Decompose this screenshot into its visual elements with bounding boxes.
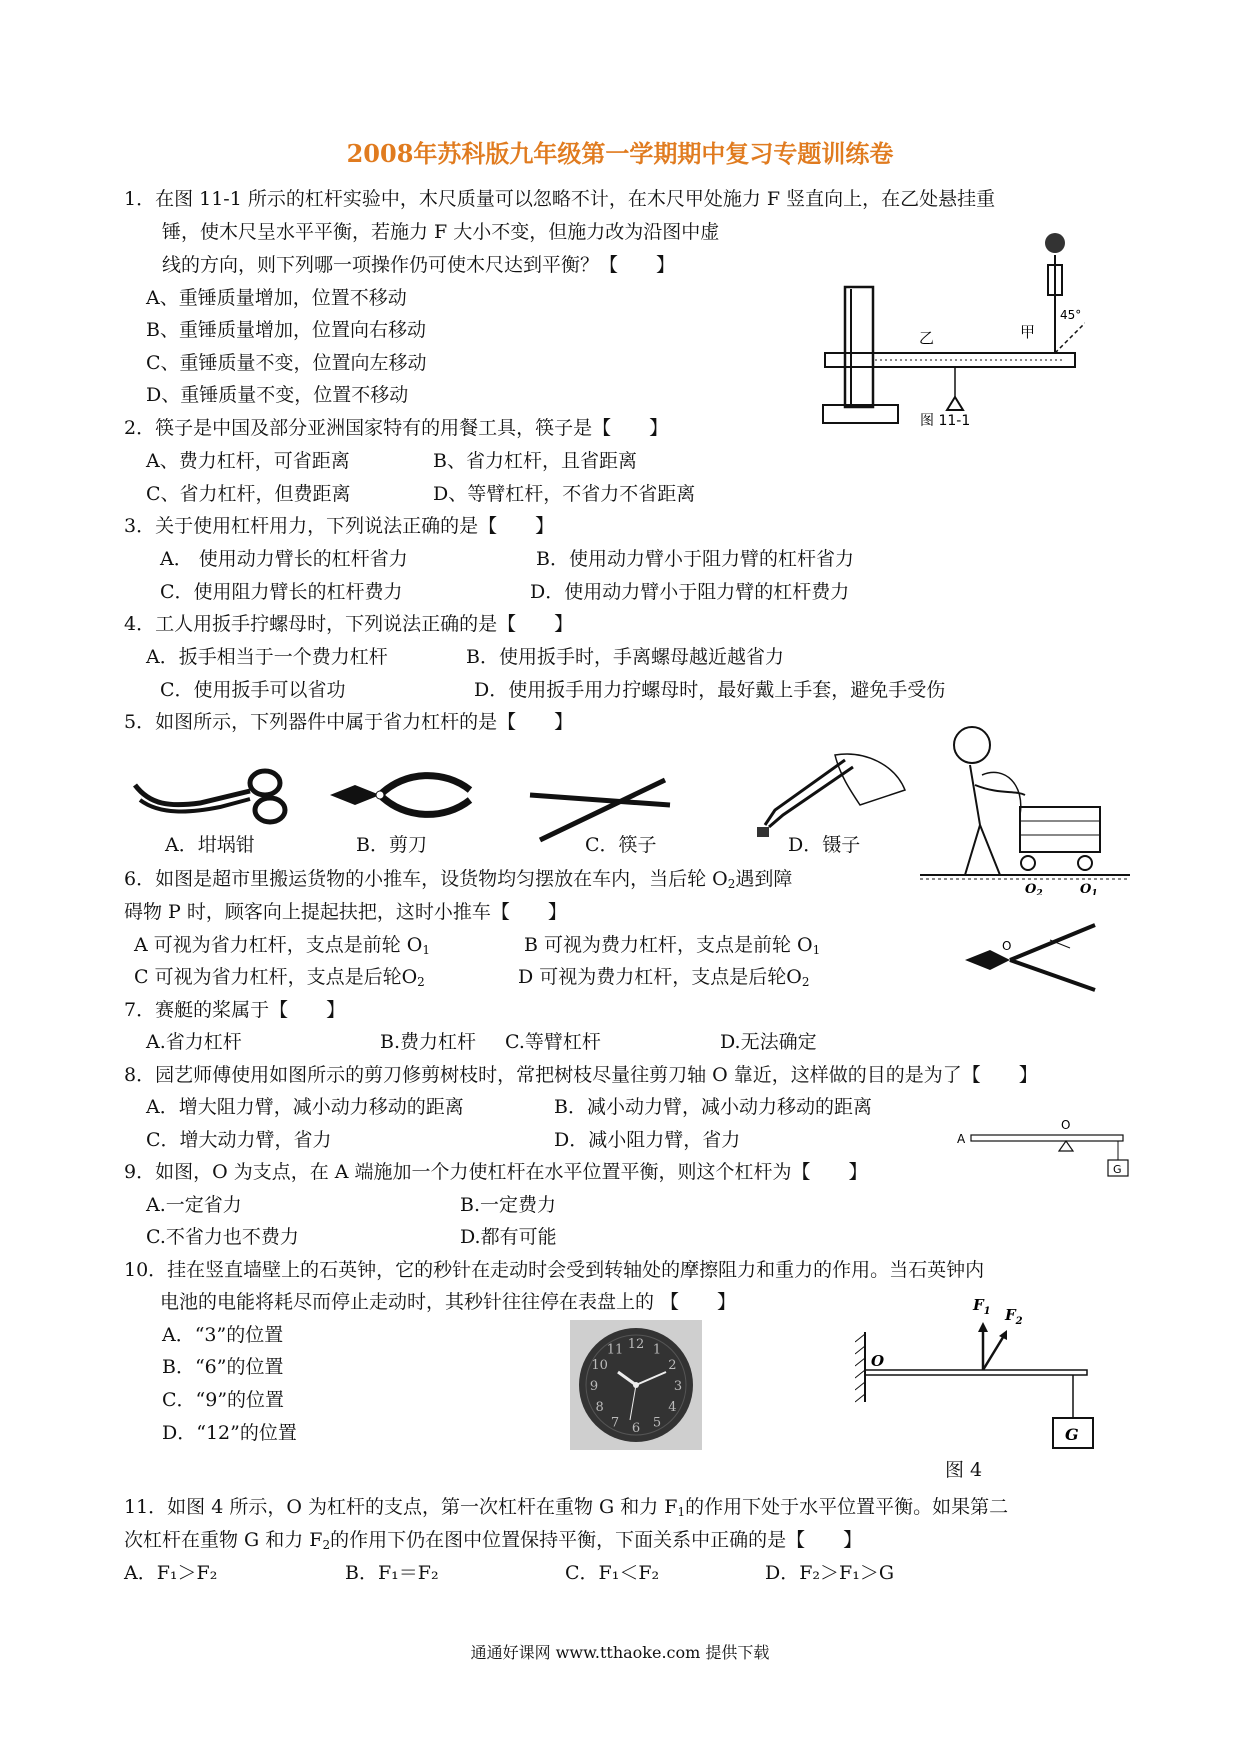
q5-option-a: A．坩埚钳 xyxy=(165,834,255,856)
q1-option-c: C、重锤质量不变，位置向左移动 xyxy=(146,352,427,374)
shopping-cart-figure xyxy=(920,725,1130,895)
clock-numeral: 12 xyxy=(627,1337,645,1352)
clock-numeral: 10 xyxy=(591,1358,608,1373)
q5-option-c: C．筷子 xyxy=(585,834,657,856)
q11-option-d: D．F₂＞F₁＞G xyxy=(765,1562,895,1584)
q1-option-d: D、重锤质量不变，位置不移动 xyxy=(146,384,409,406)
q1-stem-line1: 1．在图 11-1 所示的杠杆实验中，木尺质量可以忽略不计，在木尺甲处施力 F 竖直向上，在乙处悬挂重 xyxy=(124,188,996,210)
q9-option-c: C.不省力也不费力 xyxy=(146,1226,299,1248)
fig4-label-o: O xyxy=(871,1352,885,1370)
q7-option-c: C.等臂杠杆 xyxy=(505,1031,601,1053)
q4-option-a: A．扳手相当于一个费力杠杆 xyxy=(146,646,388,668)
cart-label-o2: $O_2$ xyxy=(1025,882,1043,895)
q6-option-a: A 可视为省力杠杆，支点是前轮 $O_1$ xyxy=(134,934,431,957)
q3-stem: 3．关于使用杠杆用力，下列说法正确的是【 】 xyxy=(124,515,555,537)
q8-stem: 8．园艺师傅使用如图所示的剪刀修剪树枝时，常把树枝尽量往剪刀轴 O 靠近，这样做的目的是为了【 】 xyxy=(124,1064,1038,1086)
q8-option-d: D．减小阻力臂，省力 xyxy=(554,1129,741,1151)
q9-lever-figure xyxy=(955,1115,1130,1185)
garden-shears-figure xyxy=(960,920,1100,1000)
fig4-label-f1: $F_1$ xyxy=(973,1296,991,1317)
q11-stem-line2: 次杠杆在重物 G 和力 $F_2$的作用下仍在图中位置保持平衡，下面关系中正确的是【 】 xyxy=(124,1529,863,1552)
clock-numeral: 6 xyxy=(631,1421,641,1436)
q5-stem: 5．如图所示，下列器件中属于省力杠杆的是【 】 xyxy=(124,711,574,733)
q10-stem-line1: 10．挂在竖直墙壁上的石英钟，它的秒针在走动时会受到转轴处的摩擦阻力和重力的作用。当石英钟内 xyxy=(124,1259,985,1281)
scissors-pliers-figure xyxy=(325,765,480,825)
q3-option-b: B．使用动力臂小于阻力臂的杠杆省力 xyxy=(536,548,854,570)
q11-option-a: A．F₁＞F₂ xyxy=(124,1562,218,1584)
fig-label-yi: 乙 xyxy=(919,329,935,347)
clock-numeral: 3 xyxy=(673,1379,683,1394)
q3-option-a: A． 使用动力臂长的杠杆省力 xyxy=(160,548,408,570)
q10-stem-line2: 电池的电能将耗尽而停止走动时，其秒针往往停在表盘上的 【 】 xyxy=(160,1291,737,1313)
q8-option-c: C．增大动力臂，省力 xyxy=(146,1129,332,1151)
q6-option-c: C 可视为省力杠杆，支点是后轮$O_2$ xyxy=(134,966,425,989)
clock-numeral: 2 xyxy=(668,1358,677,1373)
q2-option-c: C、省力杠杆，但费距离 xyxy=(146,483,351,505)
lever-label-a: A xyxy=(957,1132,966,1146)
page-footer: 通通好课网 www.tthaoke.com 提供下载 xyxy=(470,1643,770,1662)
q10-option-c: C．“9”的位置 xyxy=(162,1389,285,1411)
q1-option-b: B、重锤质量增加，位置向右移动 xyxy=(146,319,426,341)
q9-option-d: D.都有可能 xyxy=(460,1226,557,1248)
q6-option-b: B 可视为费力杠杆，支点是前轮 $O_1$ xyxy=(524,934,821,957)
figure-11-1-lever xyxy=(815,225,1085,435)
clock-numeral: 7 xyxy=(610,1415,620,1431)
lever-label-g: G xyxy=(1113,1163,1122,1176)
q3-option-d: D．使用动力臂小于阻力臂的杠杆费力 xyxy=(530,581,850,603)
quartz-clock-image xyxy=(570,1320,702,1450)
q5-option-d: D．镊子 xyxy=(788,834,861,856)
q11-stem-line1: 11．如图 4 所示，O 为杠杆的支点，第一次杠杆在重物 G 和力 $F_1$的作用下处于水平位置平衡。如果第二 xyxy=(124,1496,1009,1519)
clock-numeral: 9 xyxy=(589,1379,599,1394)
q8-option-b: B．减小动力臂，减小动力移动的距离 xyxy=(554,1096,872,1118)
q5-option-b: B．剪刀 xyxy=(356,834,427,856)
q1-stem-line2: 锤，使木尺呈水平平衡，若施力 F 大小不变，但施力改为沿图中虚 xyxy=(162,221,720,243)
page-title: 2008年苏科版九年级第一学期期中复习专题训练卷 xyxy=(346,139,894,168)
q2-option-b: B、省力杠杆，且省距离 xyxy=(433,450,637,472)
q6-stem-line2: 碍物 P 时，顾客向上提起扶把，这时小推车【 】 xyxy=(124,901,567,923)
q7-option-a: A.省力杠杆 xyxy=(146,1031,242,1053)
q7-option-d: D.无法确定 xyxy=(720,1031,817,1053)
fig-caption-11-1: 图 11-1 xyxy=(920,413,971,429)
clock-numeral: 1 xyxy=(652,1342,662,1358)
q4-option-b: B．使用扳手时，手离螺母越近越省力 xyxy=(466,646,784,668)
q11-option-b: B．F₁＝F₂ xyxy=(345,1562,439,1584)
q3-option-c: C．使用阻力臂长的杠杆费力 xyxy=(160,581,403,603)
tweezers-hand-figure xyxy=(735,745,910,840)
crucible-tongs-figure xyxy=(130,755,300,835)
q9-option-a: A.一定省力 xyxy=(146,1194,242,1216)
q8-option-a: A．增大阻力臂，减小动力移动的距离 xyxy=(146,1096,464,1118)
lever-label-o: O xyxy=(1061,1118,1071,1132)
q10-option-a: A．“3”的位置 xyxy=(162,1324,284,1346)
figure-4-lever xyxy=(855,1292,1115,1452)
fig4-label-f2: $F_2$ xyxy=(1005,1306,1023,1327)
q10-option-d: D．“12”的位置 xyxy=(162,1422,297,1444)
q4-option-c: C．使用扳手可以省功 xyxy=(160,679,346,701)
shears-label-o: O xyxy=(1002,939,1012,953)
q7-stem: 7．赛艇的桨属于【 】 xyxy=(124,999,346,1021)
q1-stem-line3: 线的方向，则下列哪一项操作仍可使木尺达到平衡？【 】 xyxy=(162,254,676,276)
fig-label-jia: 甲 xyxy=(1020,323,1036,341)
q6-stem-line1: 6．如图是超市里搬运货物的小推车，设货物均匀摆放在车内，当后轮 $O_2$遇到障 xyxy=(124,868,793,891)
q4-option-d: D．使用扳手用力拧螺母时，最好戴上手套，避免手受伤 xyxy=(474,679,946,701)
clock-numeral: 4 xyxy=(668,1400,677,1415)
q2-option-a: A、费力杠杆，可省距离 xyxy=(146,450,350,472)
q7-option-b: B.费力杠杆 xyxy=(380,1031,477,1053)
q6-option-d: D 可视为费力杠杆，支点是后轮$O_2$ xyxy=(518,966,810,989)
fig4-label-g: G xyxy=(1065,1425,1079,1444)
clock-numeral: 5 xyxy=(652,1415,662,1431)
cart-label-o1: $O_1$ xyxy=(1080,882,1098,895)
q4-stem: 4．工人用扳手拧螺母时，下列说法正确的是【 】 xyxy=(124,613,574,635)
q11-option-c: C．F₁＜F₂ xyxy=(565,1562,660,1584)
q2-option-d: D、等臂杠杆，不省力不省距离 xyxy=(433,483,696,505)
figure-4-caption: 图 4 xyxy=(945,1459,983,1481)
q1-option-a: A、重锤质量增加，位置不移动 xyxy=(146,287,407,309)
q9-stem: 9．如图，O 为支点，在 A 端施加一个力使杠杆在水平位置平衡，则这个杠杆为【 】 xyxy=(124,1161,868,1183)
clock-numeral: 8 xyxy=(595,1400,604,1415)
q9-option-b: B.一定费力 xyxy=(460,1194,557,1216)
clock-numeral: 11 xyxy=(606,1342,624,1358)
q2-stem: 2．筷子是中国及部分亚洲国家特有的用餐工具，筷子是【 】 xyxy=(124,417,669,439)
q10-option-b: B．“6”的位置 xyxy=(162,1356,284,1378)
fig-label-angle: 45° xyxy=(1060,308,1082,322)
